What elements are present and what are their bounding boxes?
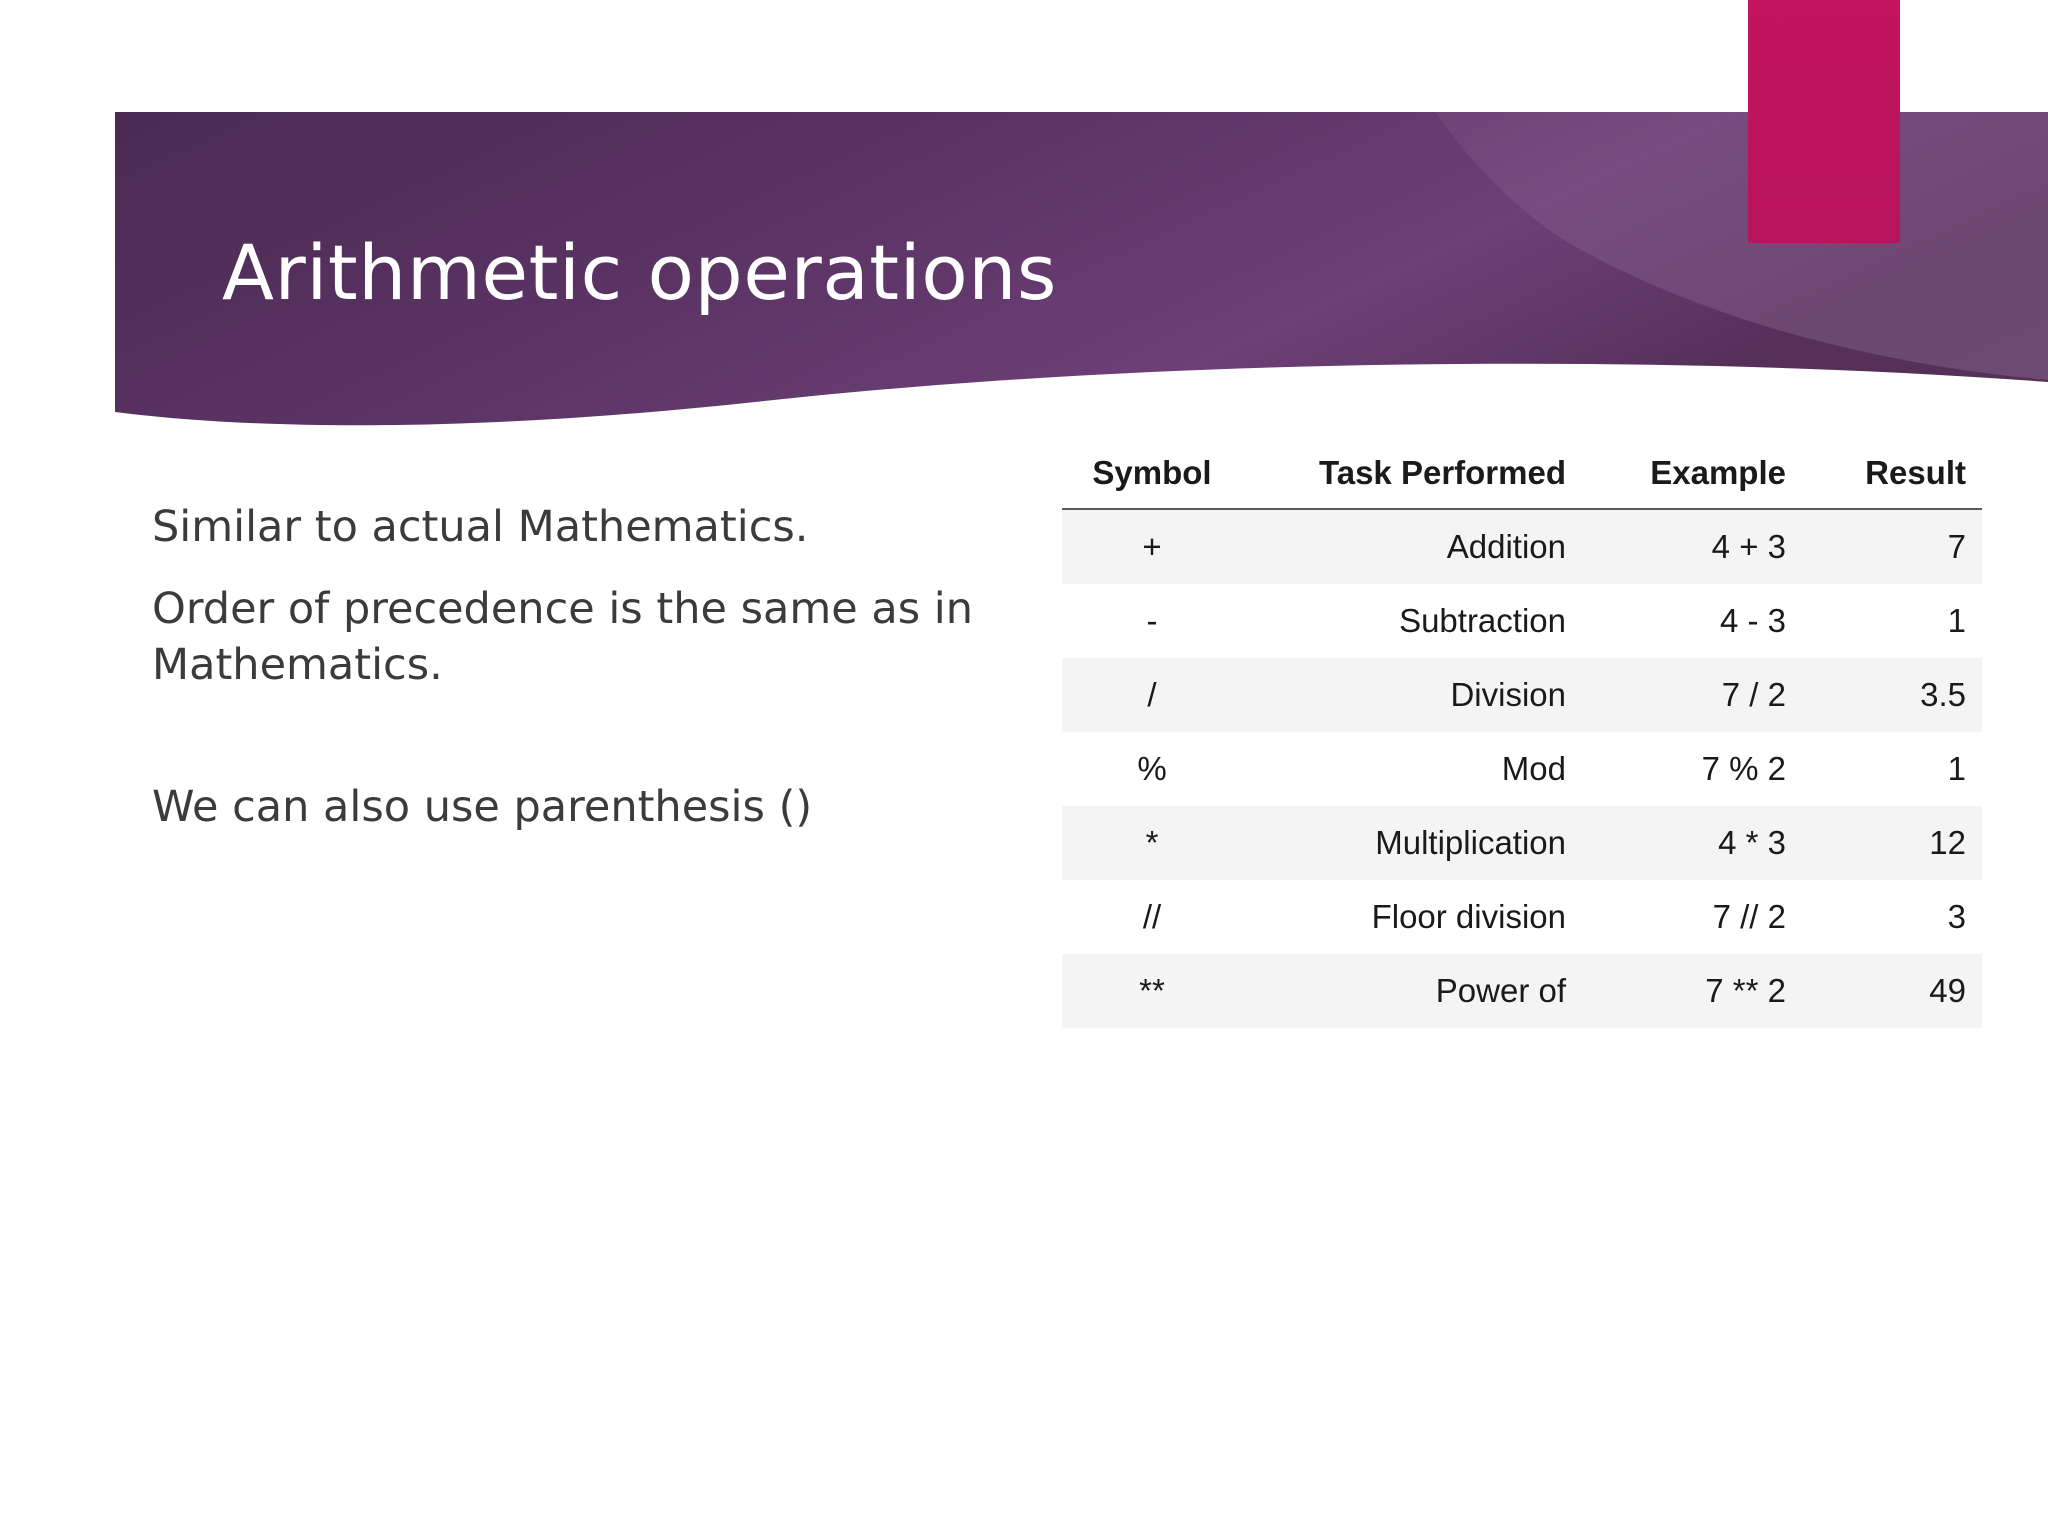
body-text-block [152,500,1032,862]
cell-task: Mod [1501,750,1566,787]
table-body [1062,509,1982,1028]
cell-task: Subtraction [1399,602,1566,639]
cell-task: Multiplication [1375,824,1566,861]
column-header-symbol: Symbol [1092,454,1212,491]
column-header-example: Example [1650,454,1786,491]
operations-table-wrapper [1062,440,1982,1028]
cell-symbol: + [1142,528,1162,565]
table-row [1062,880,1982,954]
cell-example: 4 * 3 [1718,824,1786,861]
cell-example: 7 // 2 [1712,898,1786,935]
cell-symbol: // [1142,898,1162,935]
cell-result: 1 [1947,602,1966,639]
cell-task: Division [1450,676,1566,713]
cell-example: 7 % 2 [1701,750,1786,787]
operations-table [1062,440,1982,1028]
accent-tab [1748,0,1900,243]
table-row [1062,954,1982,1028]
body-line-3: We can also use parenthesis () [152,781,813,832]
cell-result: 49 [1929,972,1966,1009]
cell-result: 3.5 [1920,676,1966,713]
cell-symbol: * [1145,824,1159,861]
cell-example: 7 / 2 [1721,676,1786,713]
cell-example: 7 ** 2 [1705,972,1786,1009]
cell-task: Power of [1435,972,1566,1009]
table-row [1062,732,1982,806]
table-header-row [1062,440,1982,509]
cell-example: 4 + 3 [1711,528,1786,565]
table-row [1062,806,1982,880]
cell-result: 7 [1947,528,1966,565]
cell-symbol: % [1137,750,1167,787]
cell-result: 12 [1929,824,1966,861]
table-row [1062,658,1982,732]
body-line-2: Order of precedence is the same as in Mathematics. [152,583,973,690]
body-line-1: Similar to actual Mathematics. [152,502,809,552]
column-header-task: Task Performed [1319,454,1566,491]
cell-result: 3 [1947,898,1966,935]
cell-task: Addition [1446,528,1566,565]
table-row [1062,584,1982,658]
column-header-result: Result [1865,454,1966,491]
page-title: Arithmetic operations [222,228,1057,317]
cell-symbol: ** [1139,972,1165,1009]
cell-result: 1 [1947,750,1966,787]
cell-symbol: - [1146,602,1158,639]
table-header [1062,440,1982,509]
cell-symbol: / [1147,676,1157,713]
cell-task: Floor division [1371,898,1566,935]
cell-example: 4 - 3 [1719,602,1786,639]
table-row [1062,509,1982,584]
